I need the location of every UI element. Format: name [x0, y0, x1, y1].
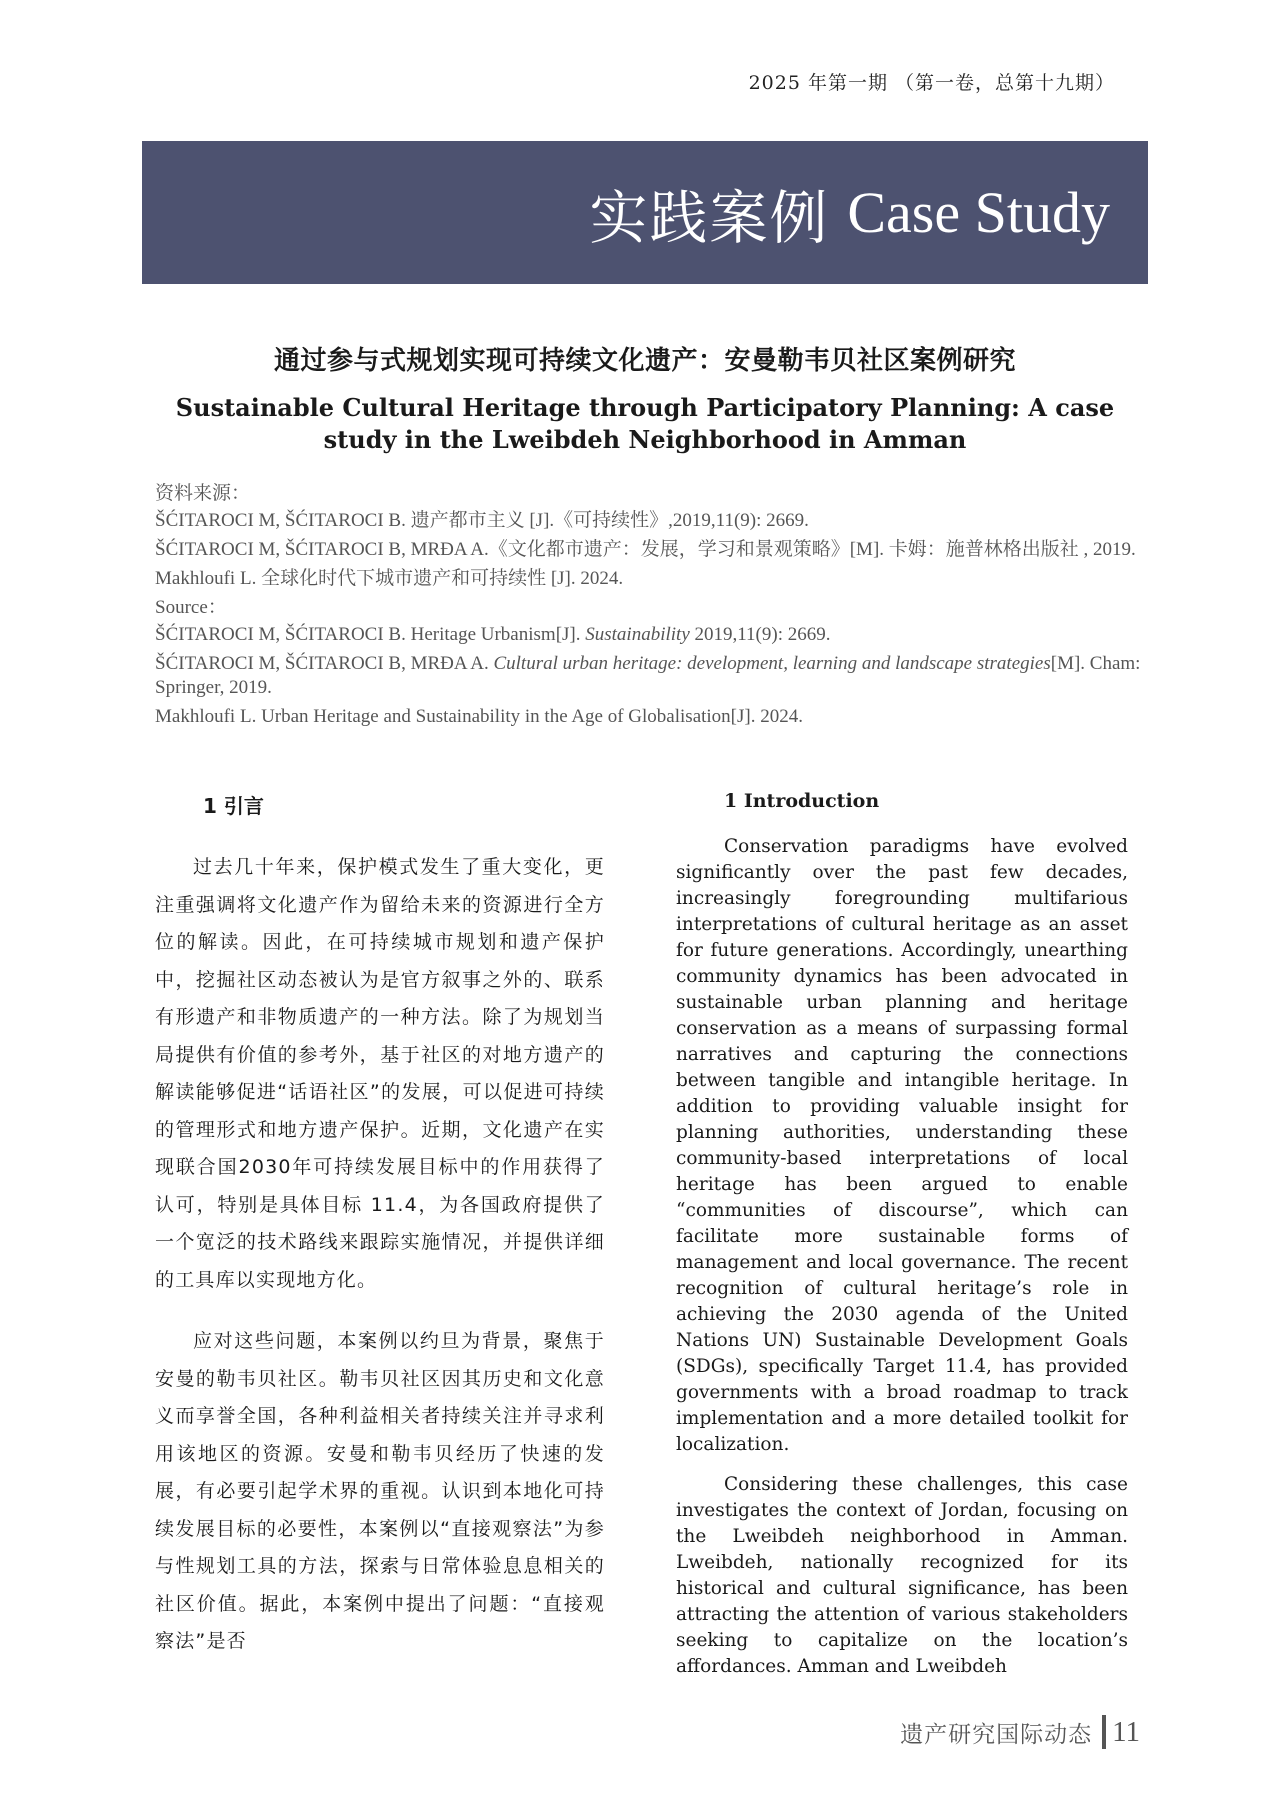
banner-title-en: Case Study — [847, 180, 1110, 245]
paragraph-zh-1: 过去几十年来，保护模式发生了重大变化，更注重强调将文化遗产作为留给未来的资源进行全方位的解读。因此，在可持续城市规划和遗产保护中，挖掘社区动态被认为是官方叙事之外的、联系有形遗产和非物质遗产的一种方法。除了为规划当局提供有价值的参考外，基于社区的对地方遗产的解读能够促进“话语社区”的发展，可以促进可持续的管理形式和地方遗产保护。近期，文化遗产在实现联合国2030年可持续发展目标中的作用获得了认可，特别是具体目标 11.4，为各国政府提供了一个宽泛的技术路线来跟踪实施情况，并提供详细的工具库以实现地方化。 — [155, 856, 605, 1291]
banner-title-zh: 实践案例 — [589, 183, 830, 252]
source-en-2: ŠĆITAROCI M, ŠĆITAROCI B, MRĐA A. Cultural urban heritage: development, learning and landscape strategies[M]. Cham: Springer, 2019. — [155, 653, 1141, 698]
section-heading-en: 1 Introduction — [724, 790, 880, 812]
footer-divider — [1102, 1715, 1106, 1749]
chinese-column — [155, 790, 605, 1685]
paragraph-zh-2: 应对这些问题，本案例以约旦为背景，聚焦于安曼的勒韦贝社区。勒韦贝社区因其历史和文化意义而享誉全国，各种利益相关者持续关注并寻求利用该地区的资源。安曼和勒韦贝经历了快速的发展，有必要引起学术界的重视。认识到本地化可持续发展目标的必要性，本案例以“直接观察法”为参与性规划工具的方法，探索与日常体验息息相关的社区价值。据此，本案例中提出了问题：“直接观察法”是否 — [155, 1330, 605, 1652]
sources-heading-en: Source： — [155, 597, 227, 618]
source-en-1: ŠĆITAROCI M, ŠĆITAROCI B. Heritage Urbanism[J]. Sustainability 2019,11(9): 2669. — [155, 624, 831, 645]
paragraph-en-1: Conservation paradigms have evolved significantly over the past few decades, increasingly foregrounding multifarious interpretations of cultural heritage as an asset for future generations. Accordingly, unearthing community dynamics has been advocated in sustainable urban planning and heritage conservation as a means of surpassing formal narratives and capturing the connections between tangible and intangible heritage. In addition to providing valuable insight for planning authorities, understanding these community-based interpretations of local heritage has been argued to enable “communities of discourse”, which can facilitate more sustainable forms of management and local governance. The recent recognition of cultural heritage’s role in achieving the 2030 agenda of the United Nations UN) Sustainable Development Goals (SDGs), specifically Target 11.4, has provided governments with a broad roadmap to track implementation and a more detailed toolkit for localization. — [676, 836, 1128, 1455]
sources-block — [155, 482, 1145, 734]
source-zh-1: ŠĆITAROCI M, ŠĆITAROCI B. 遗产都市主义 [J].《可持续性》,2019,11(9): 2669. — [155, 510, 809, 531]
page-number: 11 — [1112, 1715, 1140, 1748]
article-title-zh: 通过参与式规划实现可持续文化遗产：安曼勒韦贝社区案例研究 — [273, 346, 1016, 376]
english-column — [676, 790, 1128, 1694]
section-heading-zh: 1 引言 — [203, 794, 264, 818]
journal-name: 遗产研究国际动态 — [900, 1721, 1093, 1748]
source-zh-3: Makhloufi L. 全球化时代下城市遗产和可持续性 [J]. 2024. — [155, 568, 624, 589]
page-footer — [900, 1715, 1140, 1749]
source-zh-2: ŠĆITAROCI M, ŠĆITAROCI B, MRĐA A.《文化都市遗产：发展，学习和景观策略》[M]. 卡姆：施普林格出版社 , 2019. — [155, 539, 1136, 560]
source-en-3: Makhloufi L. Urban Heritage and Sustainability in the Age of Globalisation[J]. 2024. — [155, 706, 803, 727]
article-title-en: Sustainable Cultural Heritage through Participatory Planning: A case study in the Lweibdeh Neighborhood in Amman — [175, 393, 1115, 454]
paragraph-en-2: Considering these challenges, this case investigates the context of Jordan, focusing on the Lweibdeh neighborhood in Amman. Lweibdeh, nationally recognized for its historical and cultural significance, has been attracting the attention of various stakeholders seeking to capitalize on the location’s affordances. Amman and Lweibdeh — [676, 1474, 1128, 1677]
section-banner — [142, 141, 1148, 284]
sources-heading-zh: 资料来源： — [155, 483, 251, 504]
issue-label: 2025 年第一期 （第一卷，总第十九期） — [748, 72, 1115, 94]
